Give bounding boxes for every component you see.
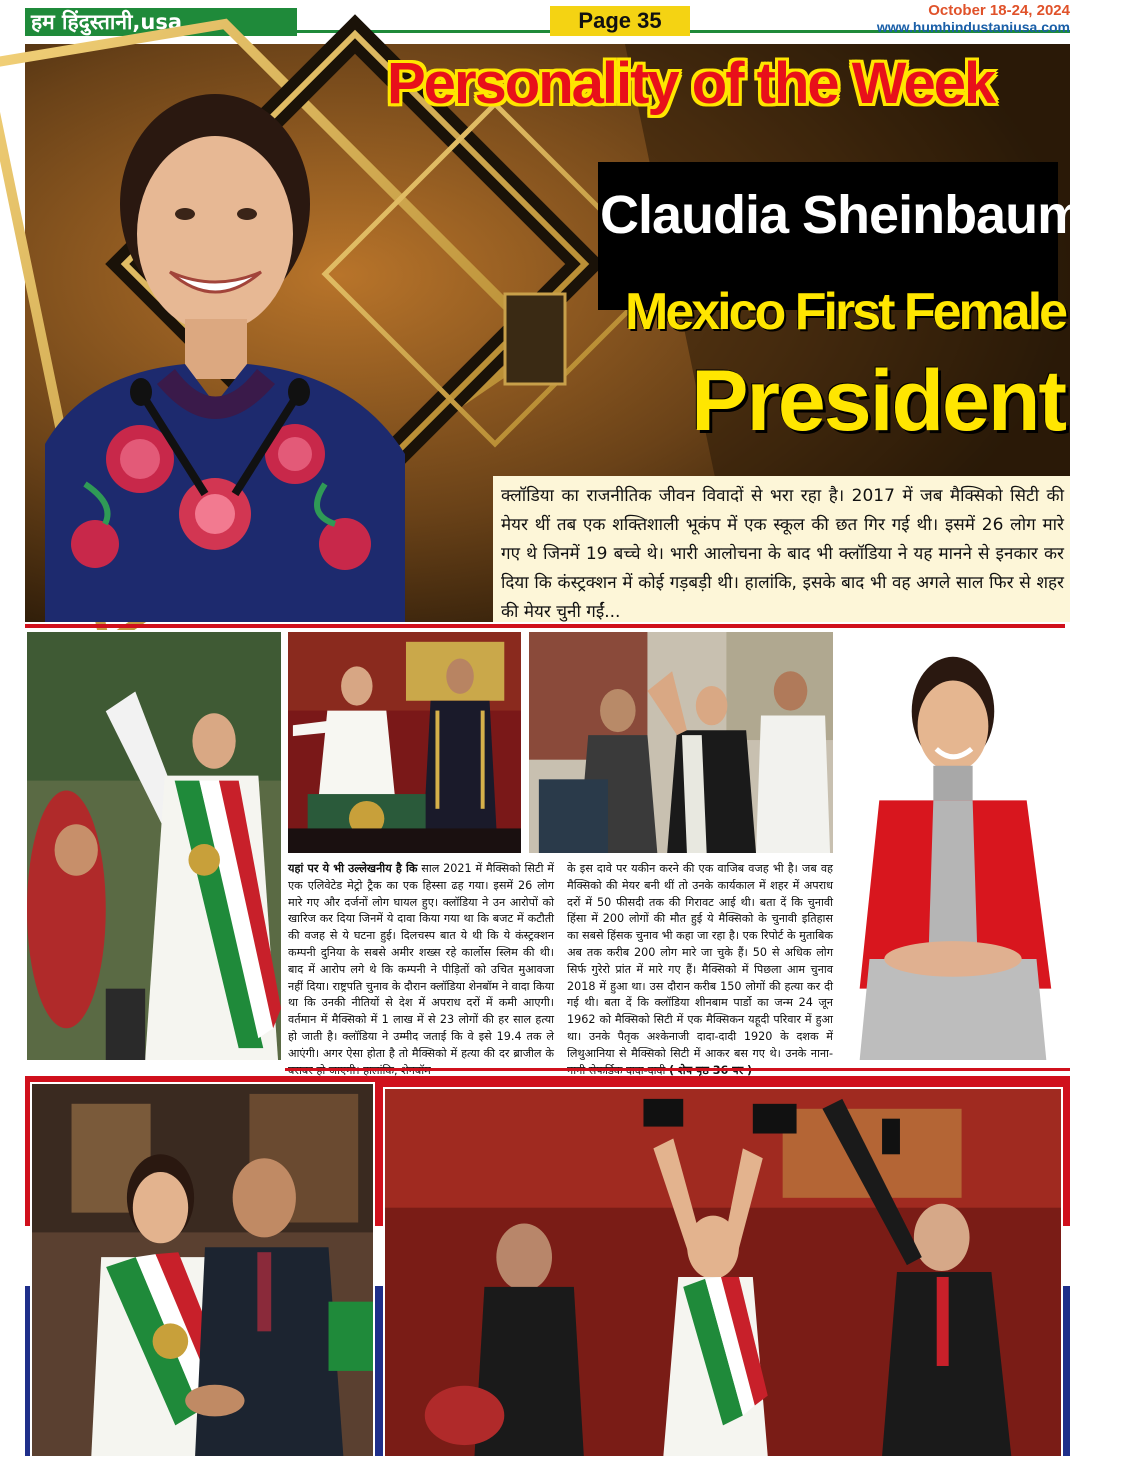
article-column-1 — [288, 861, 554, 1069]
newspaper-brand: हम हिंदुस्तानी,usa — [25, 8, 297, 36]
edition-date: October 18-24, 2024 — [928, 2, 1070, 19]
article-column-2 — [567, 861, 833, 1069]
photo-oath-ceremony — [286, 630, 523, 855]
person-name: Claudia Sheinbaum — [600, 185, 1085, 245]
photo-celebration — [383, 1087, 1063, 1458]
photo-red-blazer — [838, 630, 1066, 1062]
section-divider — [25, 624, 1065, 628]
headline-line-2: President — [691, 353, 1065, 449]
page-number: Page 35 — [550, 6, 690, 36]
photo-handshake — [30, 1082, 375, 1458]
photo-crowd-walk — [527, 630, 835, 855]
photo-waving-sash — [25, 630, 283, 1062]
summary-paragraph: क्लॉडिया का राजनीतिक जीवन विवादों से भरा रहा है। 2017 में जब मैक्सिको सिटी की मेयर थीं तब एक शक्तिशाली भूकंप में एक स्कूल की छत गिर गई थी। इसमें 26 लोग मारे गए थे जिनमें 19 बच्चे थे। भारी आलोचना के बाद भी क्लॉडिया ने यह मानने से इनकार कर दिया कि कंस्ट्रक्शन में कोई गड़बड़ी थी। हालांकि, इसके बाद भी वह अगले साल फिर से शहर की मेयर चुनी गईं... — [493, 476, 1070, 622]
hero-section — [25, 44, 1085, 622]
headline-line-1: Mexico First Female — [625, 283, 1066, 341]
section-divider-2 — [285, 1068, 1070, 1071]
hero-text — [25, 44, 1085, 622]
website-link[interactable]: www.humhindustaniusa.com — [876, 19, 1070, 35]
article-body-1: साल 2021 में मैक्सिको सिटी में एक एलिवेटेड मेट्रो ट्रैक का एक हिस्सा ढह गया। इसमें 26 लोग मारे गए और दर्जनों लोग घायल हुए। क्लॉडिया ने उन आरोपों को खारिज कर दिया जिनमें ये दावा किया गया था कि बजट में कटौती की वजह से ये घटना हुई। दिलचस्प बात ये थी कि ये कंस्ट्रक्शन कम्पनी दुनिया के सबसे अमीर शख्स रहे कार्लोस स्लिम की थी। बाद में आरोप लगे थे कि कम्पनी ने पीड़ितों को उचित मुआवजा नहीं दिया। राष्ट्रपति चुनाव के दौरान क्लॉडिया शेनबॉम ने वादा किया था कि उनकी नीतियों से देश में अपराध दरों में कमी आएगी। वर्तमान में मैक्सिको में 1 लाख में से 23 लोगों की हर साल हत्या हो जाती है। क्लॉडिया ने उम्मीद जताई कि वे इसे 19.4 तक ले आएंगी। अगर ऐसा होता है तो मैक्सिको में हत्या की दर ब्राजील के — [288, 862, 554, 1060]
section-kicker: Personality of the Week — [387, 51, 995, 116]
article-lead: यहां पर ये भी उल्लेखनीय है कि — [288, 862, 418, 875]
article-body-2: के इस दावे पर यकीन करने की एक वाजिब वजह भी है। जब वह मैक्सिको की मेयर बनी थीं तो उनके कार्यकाल में शहर में अपराध दरों में 50 फीसदी तक की गिरावट आई थी। बता दें कि चुनावी हिंसा में 200 लोगों की मौत हुई ये मैक्सिको के चुनावी इतिहास का सबसे हिंसक चुनाव भी कहा जा रहा है। एक रिपोर्ट के मुताबिक अब तक करीब 200 लोग मारे जा चुके हैं। 50 से अधिक लोग सिर्फ गुरेरो प्रांत में मारे गए हैं। मैक्सिको में पिछला आम चुनाव 2018 में हुआ था। उस दौरान करीब 150 लोगों की हत्या कर दी गई थी। बता दें कि क्लॉडिया शीनबाम पार्डो का जन्म 24 जून 1962 को मैक्सिको सिटी में एक मैक्सिकन यहूदी परिवार में हुआ था। उनके पैतृक अश्केनाजी दादा-दादी 1920 के दशक में लिथुआनिया से मैक्सिको सिटी में आकर बस गए थे। उनके नाना- — [567, 862, 833, 1060]
